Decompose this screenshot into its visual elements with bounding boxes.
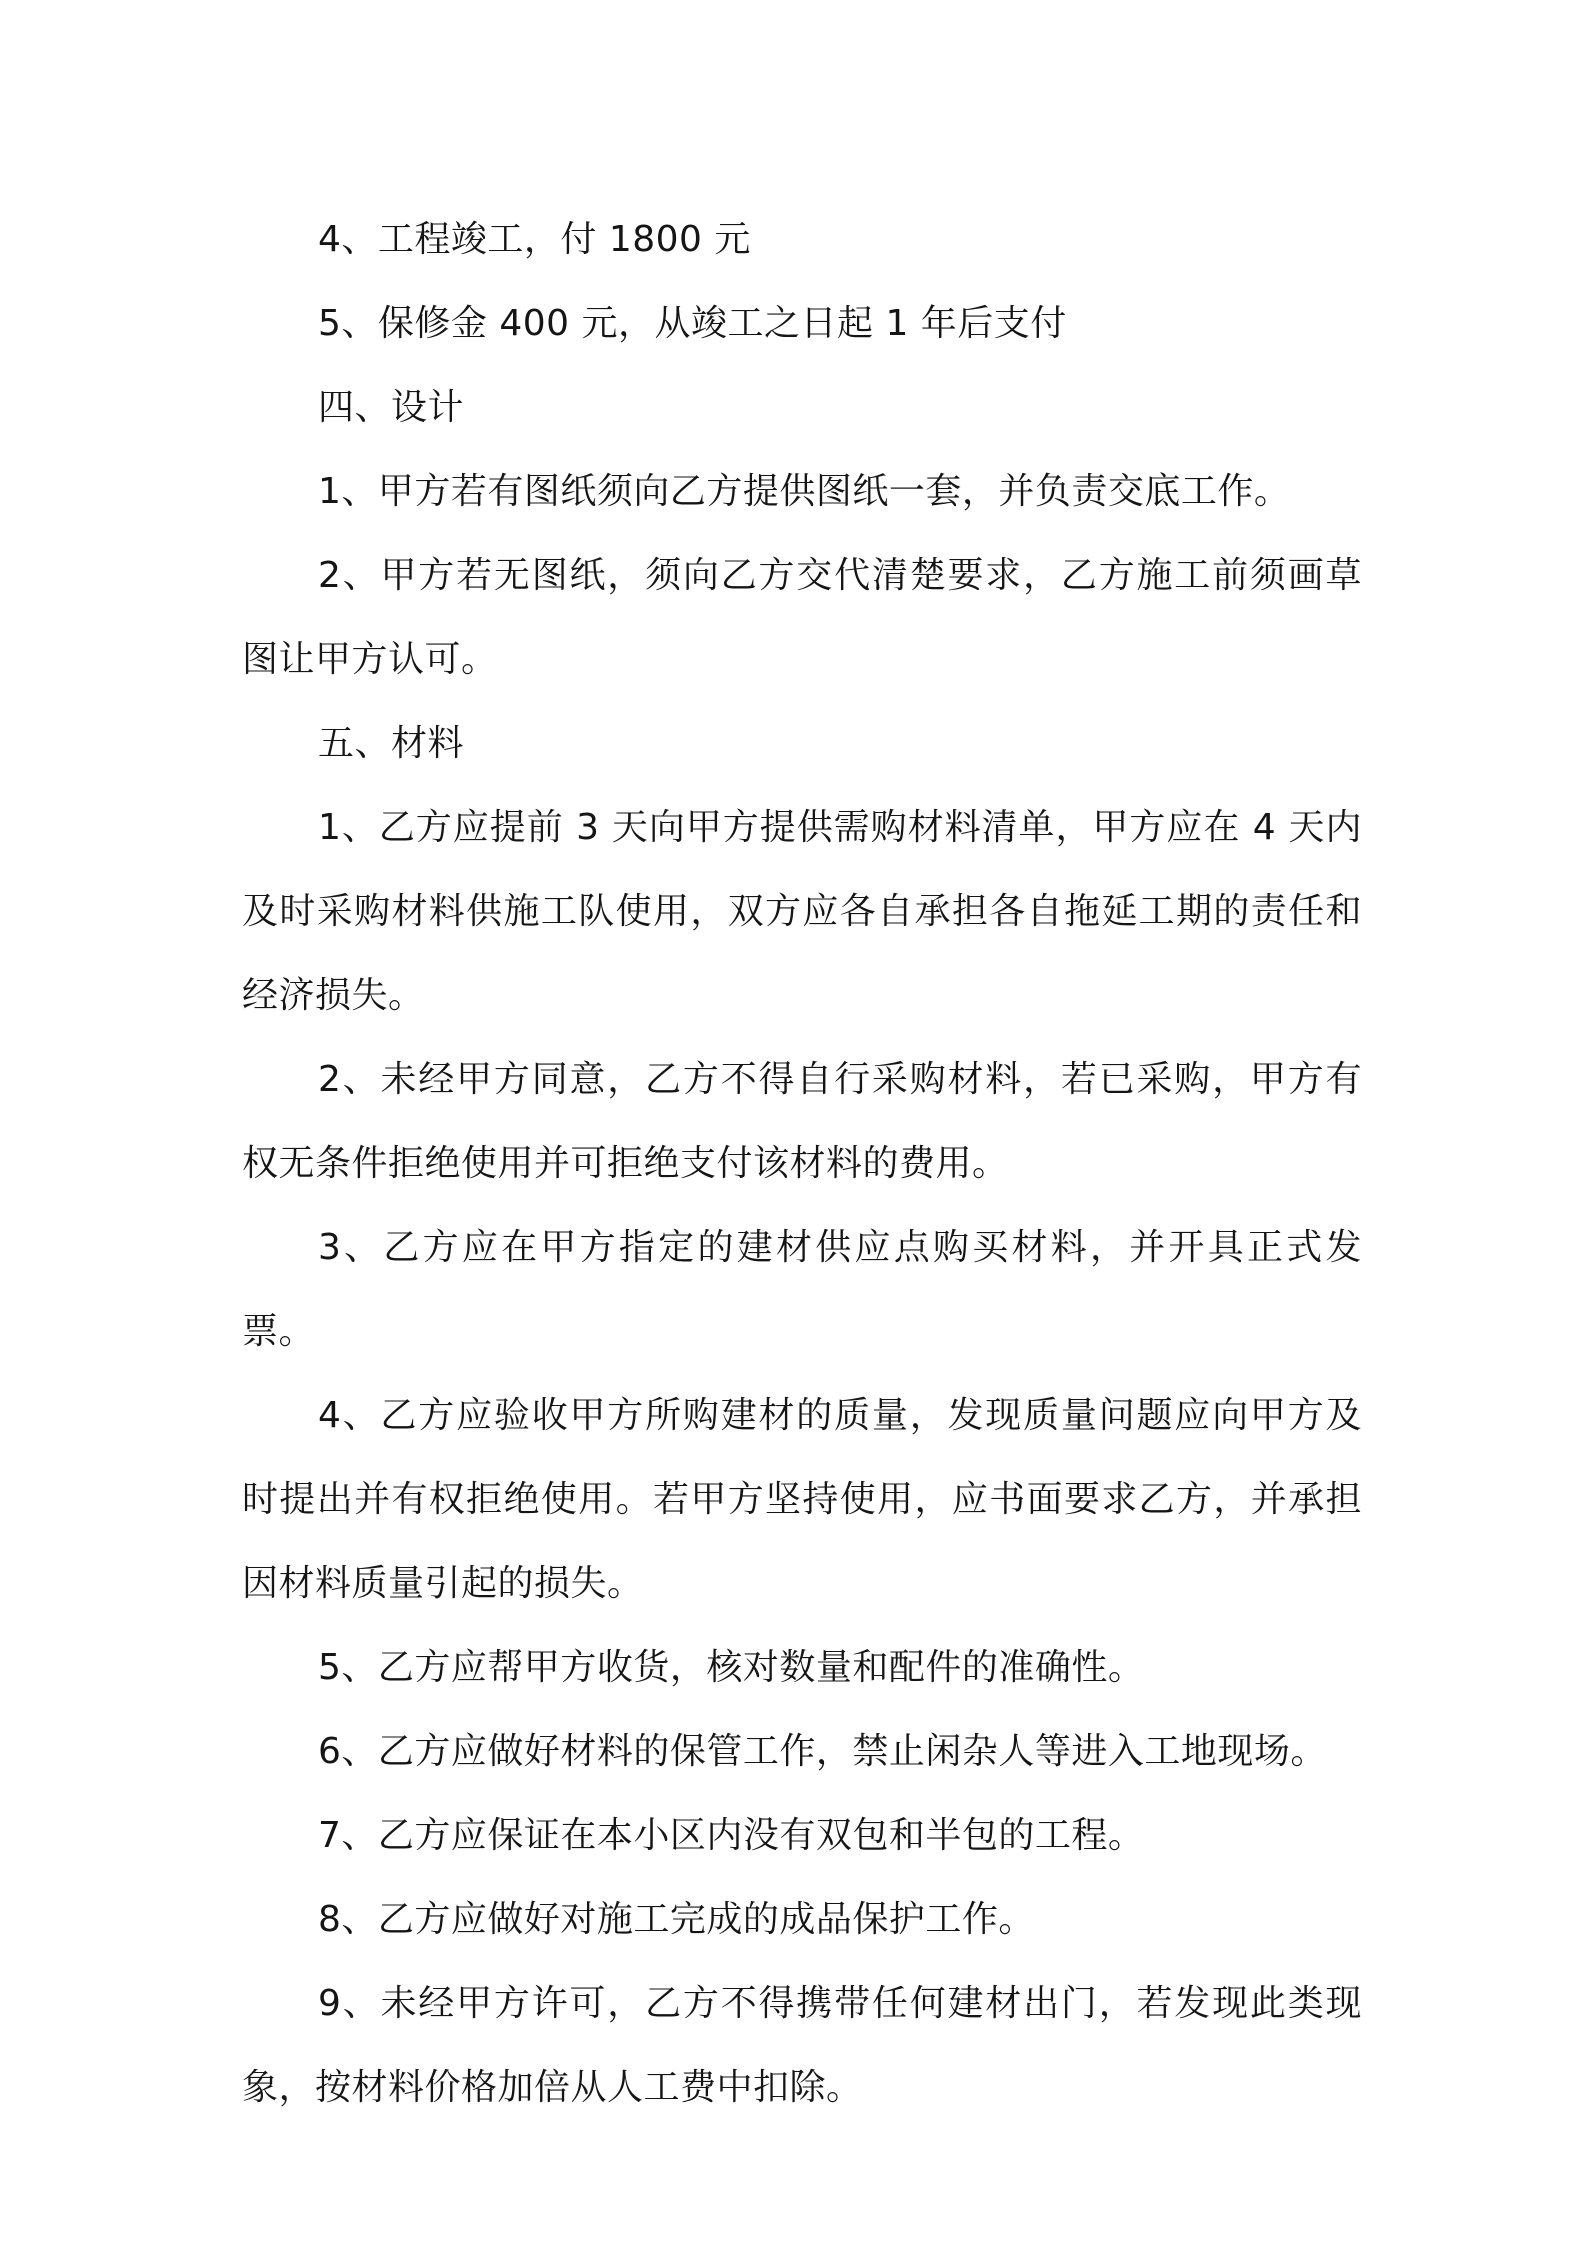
paragraph-materials-6: 6、乙方应做好材料的保管工作，禁止闲杂人等进入工地现场。 [318,1731,1327,1772]
paragraph-payment-5: 5、保修金 400 元，从竣工之日起 1 年后支付 [318,303,1067,344]
section-heading-materials: 五、材料 [318,723,465,764]
paragraph-materials-8: 8、乙方应做好对施工完成的成品保护工作。 [318,1899,1035,1940]
paragraph-materials-3: 3、乙方应在甲方指定的建材供应点购买材料，并开具正式发票。 [242,1227,1362,1352]
paragraph-design-1: 1、甲方若有图纸须向乙方提供图纸一套，并负责交底工作。 [318,471,1291,512]
paragraph-materials-4: 4、乙方应验收甲方所购建材的质量，发现质量问题应向甲方及时提出并有权拒绝使用。若甲方坚持使用，应书面要求乙方，并承担因材料质量引起的损失。 [242,1395,1362,1604]
paragraph-materials-9: 9、未经甲方许可，乙方不得携带任何建材出门，若发现此类现象，按材料价格加倍从人工费中扣除。 [242,1983,1362,2108]
paragraph-payment-4: 4、工程竣工，付 1800 元 [318,219,751,260]
section-heading-design: 四、设计 [318,387,465,428]
paragraph-materials-7: 7、乙方应保证在本小区内没有双包和半包的工程。 [318,1815,1145,1856]
paragraph-materials-2: 2、未经甲方同意，乙方不得自行采购材料，若已采购，甲方有权无条件拒绝使用并可拒绝支付该材料的费用。 [242,1059,1362,1184]
paragraph-design-2: 2、甲方若无图纸，须向乙方交代清楚要求，乙方施工前须画草图让甲方认可。 [242,555,1362,680]
paragraph-materials-5: 5、乙方应帮甲方收货，核对数量和配件的准确性。 [318,1647,1145,1688]
paragraph-materials-1: 1、乙方应提前 3 天向甲方提供需购材料清单，甲方应在 4 天内及时采购材料供施工队使用，双方应各自承担各自拖延工期的责任和经济损失。 [242,807,1362,1016]
document-body [242,198,1362,2130]
